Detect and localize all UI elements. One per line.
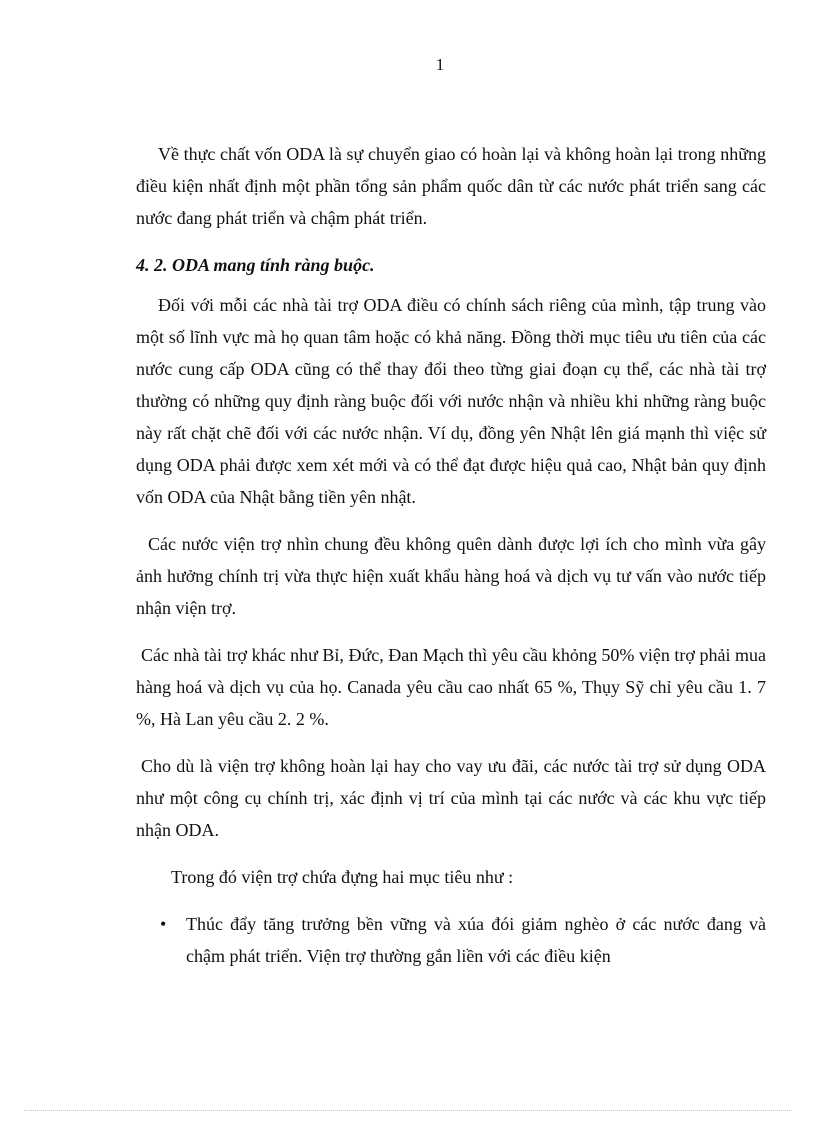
paragraph-two-goals: Trong đó viện trợ chứa đựng hai mục tiêu như : bbox=[171, 867, 514, 887]
page-number: 1 bbox=[435, 55, 445, 74]
section-heading-4-2: 4. 2. ODA mang tính ràng buộc. bbox=[136, 255, 375, 275]
bullet-icon: • bbox=[160, 914, 167, 934]
paragraph-donor-conditions: Đối với mỗi các nhà tài trợ ODA điều có chính sách riêng của mình, tập trung vào một số lĩnh vực mà họ quan tâm hoặc có khả năng. Đồng thời mục tiêu ưu tiên của các nước cung cấp ODA cũng có thể thay đổi theo từng giai đoạn cụ thể, các nhà tài trợ thường có những quy định ràng buộc đối với nước nhận và nhiều khi những ràng buộc này rất chặt chẽ đối với các nước nhận. Ví dụ, đồng yên Nhật lên giá mạnh thì việc sử dụng ODA phải được xem xét mới và có thể đạt được hiệu quả cao, Nhật bản quy định vốn ODA của Nhật bằng tiền yên nhật. bbox=[136, 295, 766, 507]
paragraph-political-tool: Cho dù là viện trợ không hoàn lại hay cho vay ưu đãi, các nước tài trợ sử dụng ODA như một công cụ chính trị, xác định vị trí của mình tại các nước và các khu vực tiếp nhận ODA. bbox=[136, 756, 766, 840]
paragraph-oda-nature: Về thực chất vốn ODA là sự chuyển giao có hoàn lại và không hoàn lại trong những điều kiện nhất định một phần tổng sản phẩm quốc dân từ các nước phát triển sang các nước đang phát triển và chậm phát triển. bbox=[136, 144, 766, 228]
document-body bbox=[136, 138, 766, 972]
list-item-text: Thúc đẩy tăng trưởng bền vững và xúa đói giảm nghèo ở các nước đang và chậm phát triển. Viện trợ thường gắn liền với các điều kiện bbox=[186, 914, 766, 966]
list-item bbox=[136, 908, 766, 972]
paragraph-donor-interests: Các nước viện trợ nhìn chung đều không quên dành được lợi ích cho mình vừa gây ảnh hưởng chính trị vừa thực hiện xuất khẩu hàng hoá và dịch vụ tư vấn vào nước tiếp nhận viện trợ. bbox=[136, 534, 766, 618]
paragraph-donor-requirements: Các nhà tài trợ khác như Bỉ, Đức, Đan Mạch thì yêu cầu khỏng 50% viện trợ phải mua hàng hoá và dịch vụ của họ. Canada yêu cầu cao nhất 65 %, Thụy Sỹ chỉ yêu cầu 1. 7 %, Hà Lan yêu cầu 2. 2 %. bbox=[136, 645, 766, 729]
goals-list bbox=[136, 908, 766, 972]
page-footer-divider bbox=[24, 1110, 792, 1111]
